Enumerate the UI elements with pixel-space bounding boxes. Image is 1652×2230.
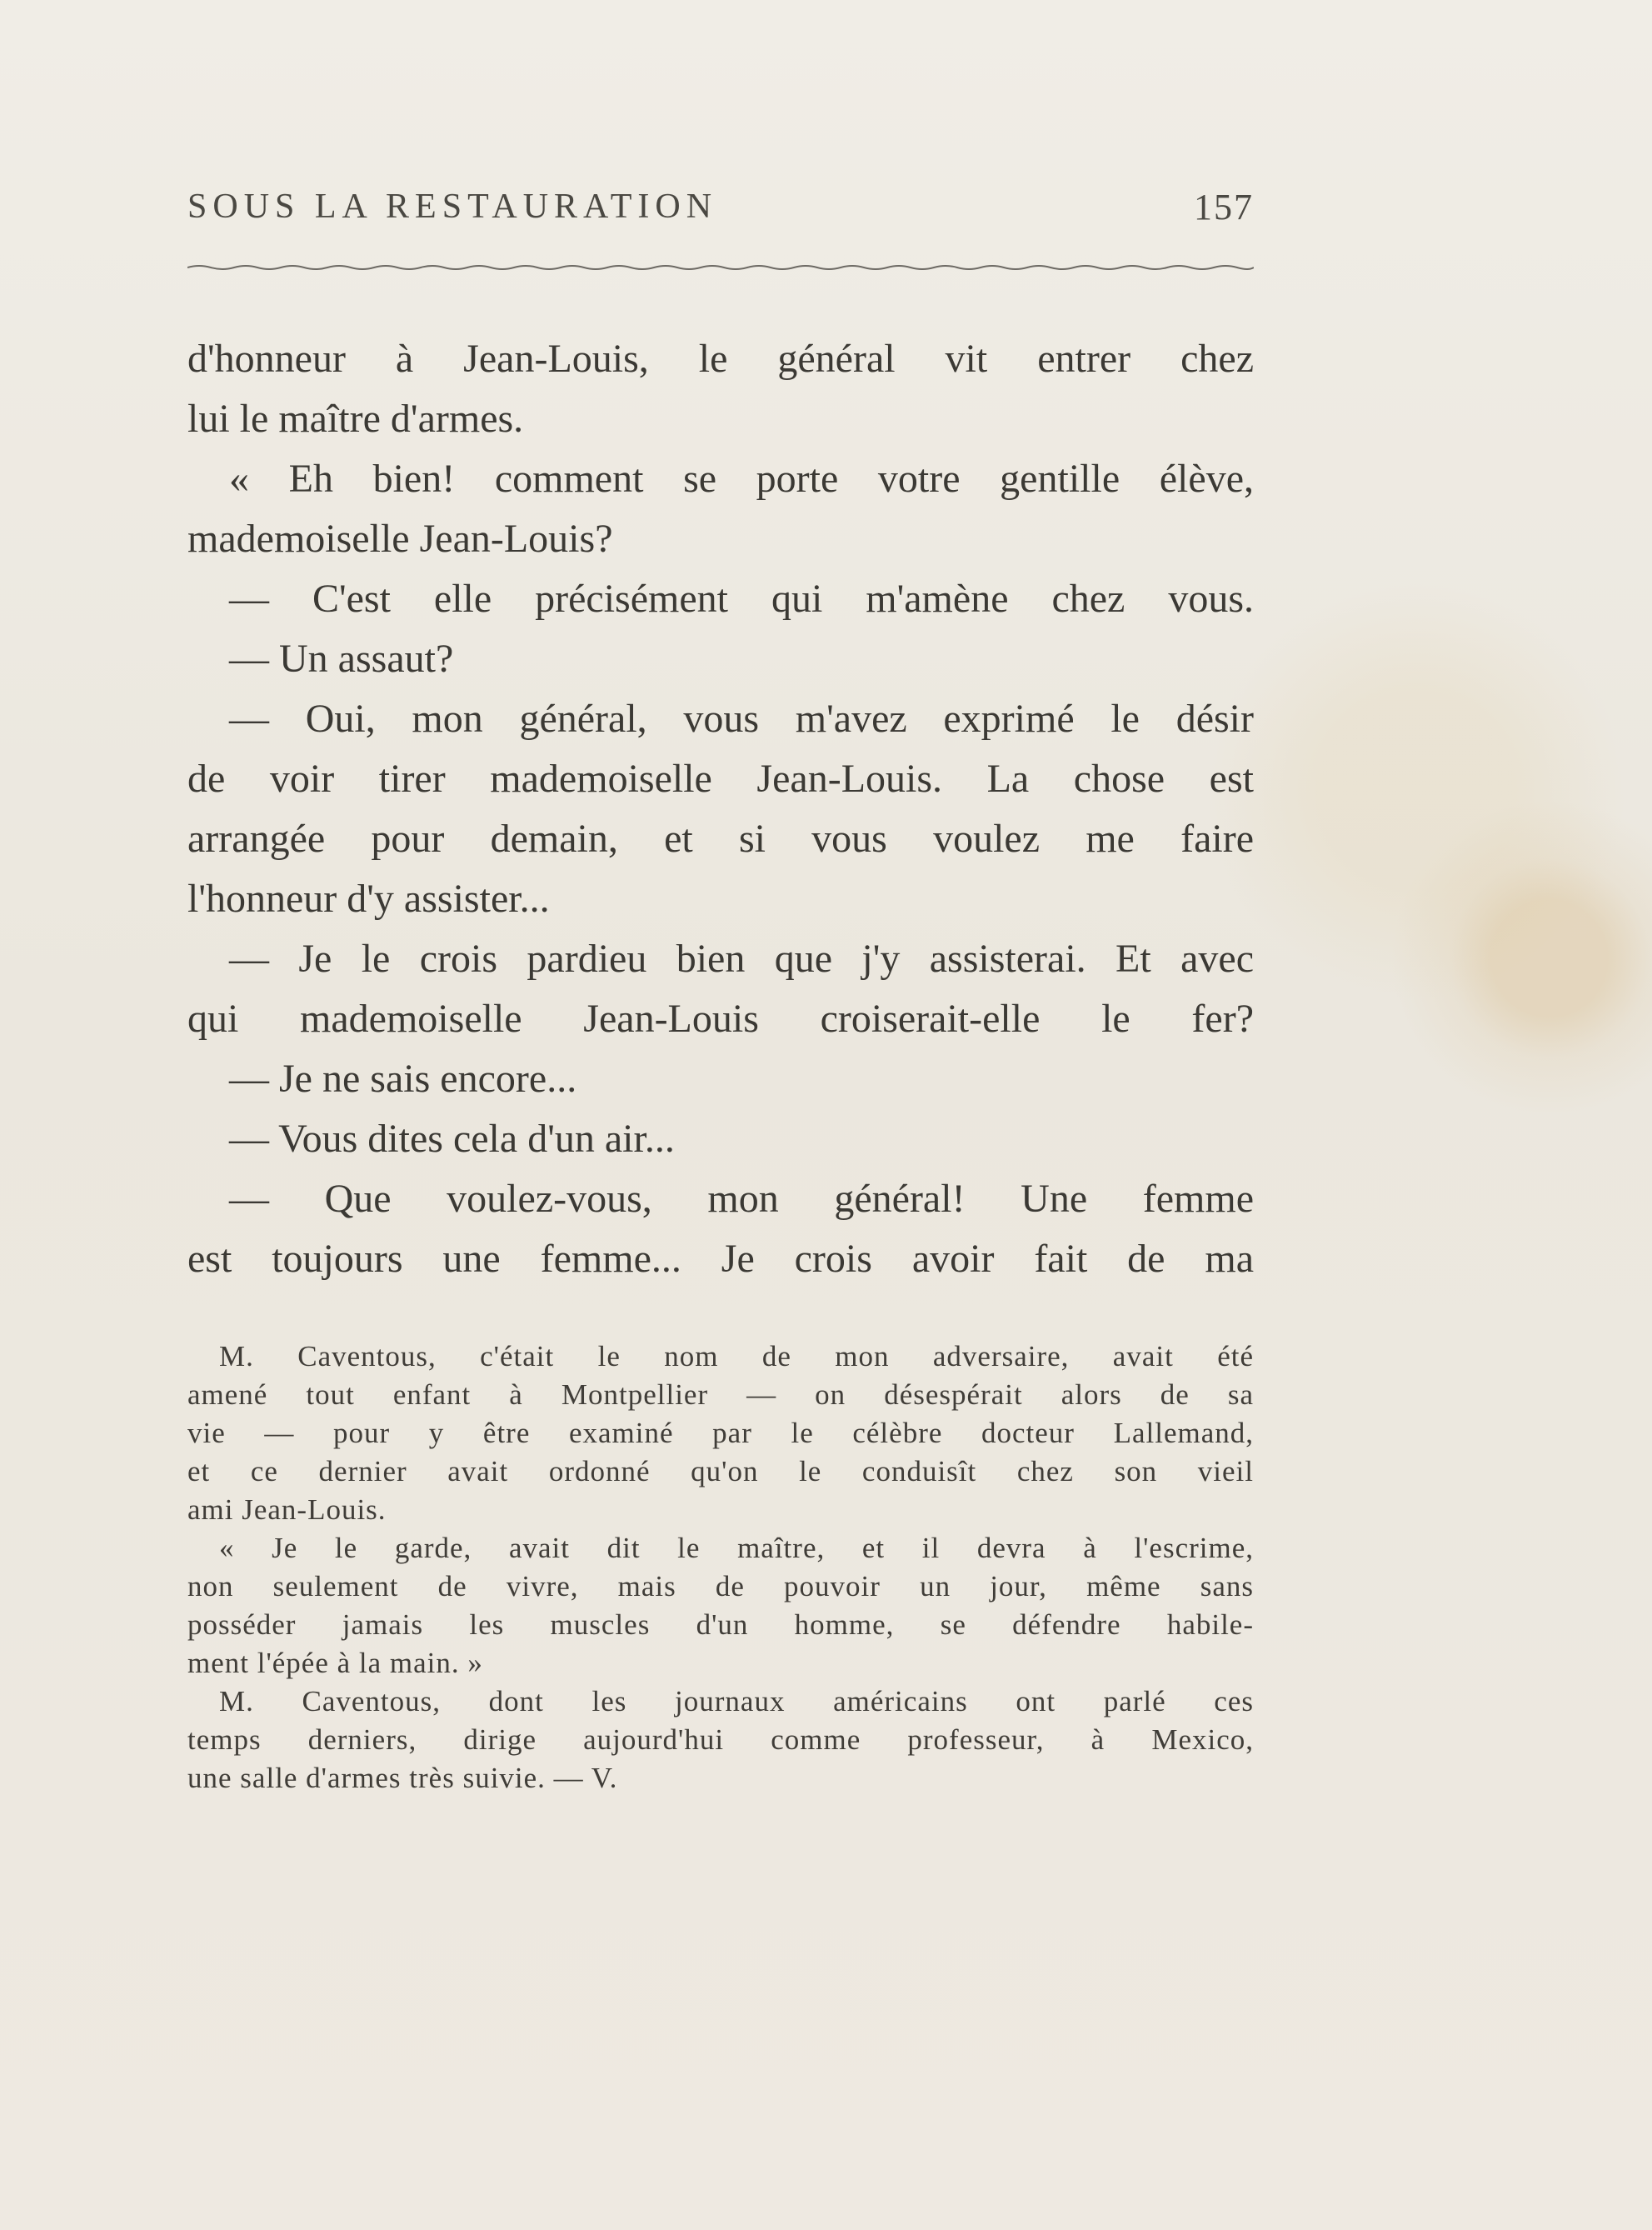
body-line: — Vous dites cela d'un air... — [229, 1117, 675, 1161]
footnote-line: une salle d'armes très suivie. — V. — [187, 1762, 618, 1794]
footnote-line: non seulement de vivre, mais de pouvoir un jour, même sans — [187, 1570, 1254, 1602]
page-header — [187, 186, 1254, 228]
body-line: — Je ne sais encore... — [229, 1057, 577, 1101]
footnote-line: M. Caventous, dont les journaux américains ont parlé ces — [219, 1685, 1254, 1718]
footnote-line: vie — pour y être examiné par le célèbre docteur Lallemand, — [187, 1417, 1254, 1449]
body-line: est toujours une femme... Je crois avoir fait de ma — [187, 1237, 1254, 1281]
body-line: mademoiselle Jean-Louis? — [187, 517, 613, 561]
footnote-line: temps derniers, dirige aujourd'hui comme professeur, à Mexico, — [187, 1723, 1254, 1756]
footnote-line: amené tout enfant à Montpellier — on désespérait alors de sa — [187, 1378, 1254, 1411]
body-line: lui le maître d'armes. — [187, 397, 524, 441]
body-line: — Je le crois pardieu bien que j'y assisterai. Et avec — [229, 937, 1254, 981]
body-line: arrangée pour demain, et si vous voulez me faire — [187, 817, 1254, 861]
footnote-line: et ce dernier avait ordonné qu'on le conduisît chez son vieil — [187, 1455, 1254, 1488]
page-number: 157 — [1194, 186, 1254, 228]
body-line: — C'est elle précisément qui m'amène chez vous. — [229, 577, 1254, 621]
footnote-line: ment l'épée à la main. » — [187, 1647, 483, 1679]
footnote-line: « Je le garde, avait dit le maître, et il devra à l'escrime, — [219, 1532, 1254, 1564]
body-line: — Que voulez-vous, mon général! Une femme — [229, 1177, 1254, 1221]
body-line: — Un assaut? — [229, 637, 454, 681]
decorative-rule — [187, 262, 1254, 271]
footnote-line: ami Jean-Louis. — [187, 1493, 387, 1526]
body-line: — Oui, mon général, vous m'avez exprimé le désir — [229, 697, 1254, 741]
main-text — [187, 329, 1254, 1289]
footnote — [187, 1338, 1254, 1798]
running-head: SOUS LA RESTAURATION — [187, 188, 718, 226]
body-line: qui mademoiselle Jean-Louis croiserait-elle le fer? — [187, 997, 1254, 1041]
body-line: d'honneur à Jean-Louis, le général vit entrer chez — [187, 337, 1254, 381]
body-line: l'honneur d'y assister... — [187, 877, 550, 921]
body-line: de voir tirer mademoiselle Jean-Louis. La chose est — [187, 757, 1254, 801]
footnote-line: M. Caventous, c'était le nom de mon adversaire, avait été — [219, 1340, 1254, 1372]
body-line: « Eh bien! comment se porte votre gentille élève, — [229, 457, 1254, 501]
footnote-line: posséder jamais les muscles d'un homme, se défendre habile- — [187, 1608, 1254, 1641]
